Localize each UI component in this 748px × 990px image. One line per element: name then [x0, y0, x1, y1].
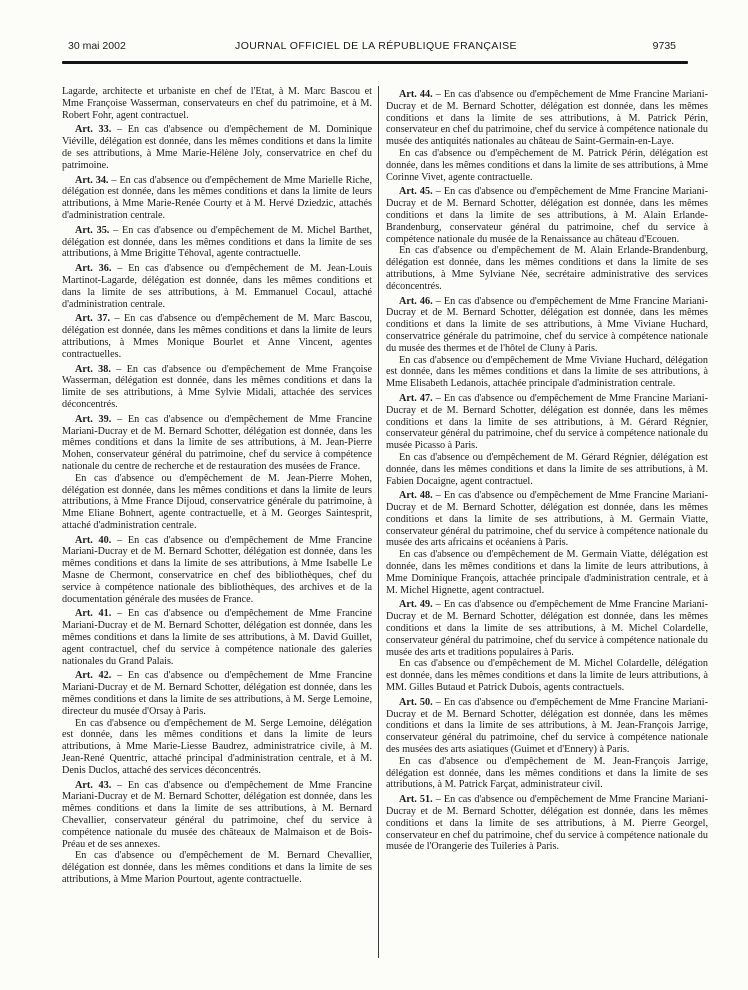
article-paragraph [386, 697, 708, 756]
article-paragraph [386, 296, 708, 355]
paragraph-text: En cas d'absence ou d'empêchement de M. Serge Lemoine, délégation est donnée, dans les mêmes conditions et dans la limite de leurs attributions, à Mme Marie-Liesse Baudrez, administratrice civile, à M. Jean-René Quentric, attaché principal d'administration centrale, et à M. Denis Duclos, attaché des services déconcentrés. [62, 717, 372, 776]
paragraph-text: Lagarde, architecte et urbaniste en chef de l'Etat, à M. Marc Bascou et Mme Françoise Wasserman, conservateurs en chef du patrimoine, et à M. Robert Fohr, agent contractuel. [62, 86, 372, 121]
continuation-paragraph [62, 473, 372, 532]
paragraph-text: En cas d'absence ou d'empêchement de M. Patrick Périn, délégation est donnée, dans les mêmes conditions et dans la limite de ses attributions, à Mme Corinne Vivet, agente contractuelle. [386, 147, 708, 183]
article-paragraph [62, 364, 372, 411]
article-number: Art. 44. [399, 89, 433, 100]
paragraph-text: En cas d'absence ou d'empêchement de Mme Viviane Huchard, délégation est donnée, dans les mêmes conditions et dans la limite de ses attributions, à Mme Elisabeth Ledanois, attachée principale d'administration centrale. [386, 354, 708, 390]
paragraph-text: – En cas d'absence ou d'empêchement de Mme Francine Mariani-Ducray et de M. Bernard Schotter, délégation est donnée, dans les mêmes conditions et dans la limite de ses attributions, à Mme Viviane Huchard, conservatrice générale du patrimoine, chef du service à compétence nationale du musée des thermes et de l'hôtel de Cluny à Paris. [386, 295, 708, 354]
paragraph-text: – En cas d'absence ou d'empêchement de M. Michel Barthet, délégation est donnée, dans les mêmes conditions et dans la limite de ses attributions, à Mme Brigitte Téhoval, agente contractuelle. [62, 224, 372, 260]
article-number: Art. 35. [75, 224, 110, 236]
paragraph-text: – En cas d'absence ou d'empêchement de M. Marc Bascou, délégation est donnée, dans les mêmes conditions et dans la limite de leurs attributions, à Mmes Monique Bourlet et Anne Vincent, agentes contractuelles. [62, 313, 372, 360]
page-header [62, 39, 690, 57]
paragraph-text: En cas d'absence ou d'empêchement de M. Alain Erlande-Brandenburg, délégation est donnée, dans les mêmes conditions et dans la limite de ses attributions, à Mme Sylviane Née, secrétaire administrative des services déconcentrés. [386, 245, 708, 292]
article-paragraph [386, 490, 708, 549]
continuation-paragraph [386, 549, 708, 596]
issue-date: 30 mai 2002 [68, 40, 126, 52]
article-number: Art. 51. [399, 794, 433, 806]
paragraph-text: – En cas d'absence ou d'empêchement de M. Jean-Louis Martinot-Lagarde, délégation est donnée, dans les mêmes conditions et dans la limite de ses attributions, à M. Emmanuel Cocaul, attaché d'administration centrale. [62, 263, 372, 310]
paragraph-text: – En cas d'absence ou d'empêchement de M. Dominique Viéville, délégation est donnée, dans les mêmes conditions et dans la limite de ses attributions, à Mme Marie-Hélène Joly, conservatrice en chef du patrimoine. [62, 124, 372, 171]
paragraph-text: – En cas d'absence ou d'empêchement de Mme Francine Mariani-Ducray et de M. Bernard Schotter, délégation est donnée, dans les mêmes conditions et dans la limite de ses attributions, à M. Patrick Périn, conservateur en chef du patrimoine, chef du service à compétence nationale du musée des antiquités nationales au château de Saint-Germain-en-Laye. [386, 89, 708, 148]
column-right [386, 86, 708, 966]
paragraph-text: En cas d'absence ou d'empêchement de M. Jean-François Jarrige, délégation est donnée, dans les mêmes conditions et dans la limite de ses attributions, à M. Patrick Farçat, administrateur civil. [386, 755, 708, 791]
article-paragraph [386, 186, 708, 245]
paragraph-text: – En cas d'absence ou d'empêchement de Mme Francine Mariani-Ducray et de M. Bernard Schotter, délégation est donnée, dans les mêmes conditions et dans la limite de ses attributions, à M. Serge Lemoine, directeur du musée d'Orsay à Paris. [62, 670, 372, 717]
article-number: Art. 40. [75, 534, 112, 546]
journal-title: JOURNAL OFFICIEL DE LA RÉPUBLIQUE FRANÇAISE [235, 40, 517, 52]
article-paragraph [62, 124, 372, 171]
paragraph-text: – En cas d'absence ou d'empêchement de Mme Francine Mariani-Ducray et de M. Bernard Schotter, délégation est donnée, dans les mêmes conditions et dans la limite de ses attributions, à Mme Isabelle Le Masne de Chermont, conservatrice en chef des bibliothèques, chef du service à compétence nationale des bibliothèques, des archives et de la documentation générale des musées de France. [62, 534, 372, 605]
paragraph-text: – En cas d'absence ou d'empêchement de Mme Francine Mariani-Ducray et de M. Bernard Schotter, délégation est donnée, dans les mêmes conditions et dans la limite de ses attributions, à M. Pierre Georgel, conservateur en chef du patrimoine, chef du service à compétence nationale du musée de l'Orangerie des Tuileries à Paris. [386, 794, 708, 853]
article-paragraph [62, 175, 372, 222]
paragraph-text: En cas d'absence ou d'empêchement de M. Jean-Pierre Mohen, délégation est donnée, dans les mêmes conditions et dans la limite de leurs attributions, à Mme France Dijoud, conservatrice générale du patrimoine, à Mme Eliane Bohnert, agente contractuelle, et à M. Georges Saintesprit, attaché d'administration centrale. [62, 472, 372, 531]
continuation-paragraph [386, 355, 708, 390]
page-number: 9735 [652, 40, 676, 52]
column-left [62, 86, 372, 966]
article-number: Art. 33. [75, 124, 112, 136]
article-number: Art. 50. [399, 696, 433, 708]
article-number: Art. 42. [75, 670, 112, 682]
column-gap [372, 86, 386, 966]
paragraph-text: En cas d'absence ou d'empêchement de M. Michel Colardelle, délégation est donnée, dans les mêmes conditions et dans la limite de leurs attributions, à MM. Gilles Butaud et Patrick Dubois, agents contractuels. [386, 658, 708, 694]
paragraph-text: – En cas d'absence ou d'empêchement de Mme Marielle Riche, délégation est donnée, dans les mêmes conditions et dans la limite de leurs attributions, à Mme Marie-Renée Courty et à M. Hervé Dziedzic, attachés d'administration centrale. [62, 174, 372, 221]
article-paragraph [386, 599, 708, 658]
continuation-paragraph [386, 245, 708, 292]
paragraph-text: En cas d'absence ou d'empêchement de M. Bernard Chevallier, délégation est donnée, dans les mêmes conditions et dans la limite de ses attributions, à Mme Marion Pourtout, agente contractuelle. [62, 850, 372, 885]
article-number: Art. 45. [399, 186, 433, 198]
continuation-paragraph [386, 148, 708, 183]
article-paragraph [386, 794, 708, 853]
article-paragraph [386, 393, 708, 452]
article-number: Art. 47. [399, 392, 433, 404]
article-paragraph [62, 414, 372, 473]
paragraph-text: – En cas d'absence ou d'empêchement de Mme Francine Mariani-Ducray et de M. Bernard Schotter, délégation est donnée, dans les mêmes conditions et dans la limite de ses attributions, à M. Bernard Chevallier, conservateur général du patrimoine, chef du service à compétence nationale du musée des châteaux de Malmaison et de Bois-Préau et de ses annexes. [62, 779, 372, 850]
paragraph-text: – En cas d'absence ou d'empêchement de Mme Francine Mariani-Ducray et de M. Bernard Schotter, délégation est donnée, dans les mêmes conditions et dans la limite de ses attributions, à M. Jean-Pierre Mohen, conservateur général du patrimoine, chef du service à compétence nationale du centre de recherche et de restauration des musées de France. [62, 413, 372, 472]
article-paragraph [62, 535, 372, 606]
article-paragraph [62, 313, 372, 360]
paragraph-text: En cas d'absence ou d'empêchement de M. Germain Viatte, délégation est donnée, dans les mêmes conditions et dans la limite de leurs attributions, à Mme Dominique François, attachée principale d'administration centrale, et à M. Michel Hignette, agent contractuel. [386, 549, 708, 596]
paragraph-text: En cas d'absence ou d'empêchement de M. Gérard Régnier, délégation est donnée, dans les mêmes conditions et dans la limite de ses attributions, à M. Fabien Docaigne, agent contractuel. [386, 451, 708, 487]
paragraph-text: – En cas d'absence ou d'empêchement de Mme Françoise Wasserman, délégation est donnée, dans les mêmes conditions et dans la limite de ses attributions, à Mme Sylvie Midali, attachée des services déconcentrés. [62, 363, 372, 410]
paragraph-text: – En cas d'absence ou d'empêchement de Mme Francine Mariani-Ducray et de M. Bernard Schotter, délégation est donnée, dans les mêmes conditions et dans la limite de ses attributions, à M. Gérard Régnier, conservateur général du patrimoine, chef du service à compétence nationale du musée Picasso à Paris. [386, 392, 708, 452]
article-paragraph [62, 225, 372, 260]
continuation-paragraph [62, 718, 372, 777]
article-number: Art. 46. [399, 295, 433, 307]
article-paragraph [62, 263, 372, 310]
article-number: Art. 49. [399, 599, 433, 611]
article-number: Art. 48. [399, 490, 433, 502]
article-number: Art. 37. [75, 313, 110, 325]
article-number: Art. 39. [75, 413, 112, 425]
article-paragraph [62, 780, 372, 851]
continuation-paragraph [386, 658, 708, 693]
column-divider [378, 86, 379, 958]
header-rule [62, 61, 688, 64]
article-number: Art. 38. [75, 363, 111, 375]
article-number: Art. 43. [75, 779, 112, 791]
article-body [62, 86, 708, 966]
continuation-paragraph [62, 850, 372, 885]
paragraph-text: – En cas d'absence ou d'empêchement de Mme Francine Mariani-Ducray et de M. Bernard Schotter, délégation est donnée, dans les mêmes conditions et dans la limite de ses attributions, à M. Alain Erlande-Brandenburg, conservateur général du patrimoine, chef du service à compétence nationale du musée de la Renaissance au château d'Ecouen. [386, 186, 708, 245]
continuation-paragraph [386, 452, 708, 487]
article-number: Art. 41. [75, 608, 112, 620]
paragraph-text: – En cas d'absence ou d'empêchement de Mme Francine Mariani-Ducray et de M. Bernard Schotter, délégation est donnée, dans les mêmes conditions et dans la limite de ses attributions, à M. Germain Viatte, conservateur général du patrimoine, chef du service à compétence nationale du musée des arts africains et océaniens à Paris. [386, 490, 708, 549]
paragraph-text: – En cas d'absence ou d'empêchement de Mme Francine Mariani-Ducray et de M. Bernard Schotter, délégation est donnée, dans les mêmes conditions et dans la limite de ses attributions, à M. David Guillet, agent contractuel, chef du service à compétence nationale des galeries nationales du Grand Palais. [62, 608, 372, 667]
article-paragraph [62, 670, 372, 717]
article-number: Art. 34. [75, 174, 109, 186]
article-number: Art. 36. [75, 263, 112, 275]
article-paragraph [62, 608, 372, 667]
paragraph-text: – En cas d'absence ou d'empêchement de Mme Francine Mariani-Ducray et de M. Bernard Schotter, délégation est donnée, dans les mêmes conditions et dans la limite de ses attributions, à M. Jean-François Jarrige, conservateur général du patrimoine, chef du service à compétence nationale des musées des arts asiatiques (Guimet et d'Ennery) à Paris. [386, 696, 708, 756]
flow-paragraph [62, 86, 372, 121]
article-paragraph [386, 89, 708, 148]
continuation-paragraph [386, 756, 708, 791]
paragraph-text: – En cas d'absence ou d'empêchement de Mme Francine Mariani-Ducray et de M. Bernard Schotter, délégation est donnée, dans les mêmes conditions et dans la limite de ses attributions, à M. Michel Colardelle, conservateur général du patrimoine, chef du service à compétence nationale du musée des arts et traditions populaires à Paris. [386, 599, 708, 658]
